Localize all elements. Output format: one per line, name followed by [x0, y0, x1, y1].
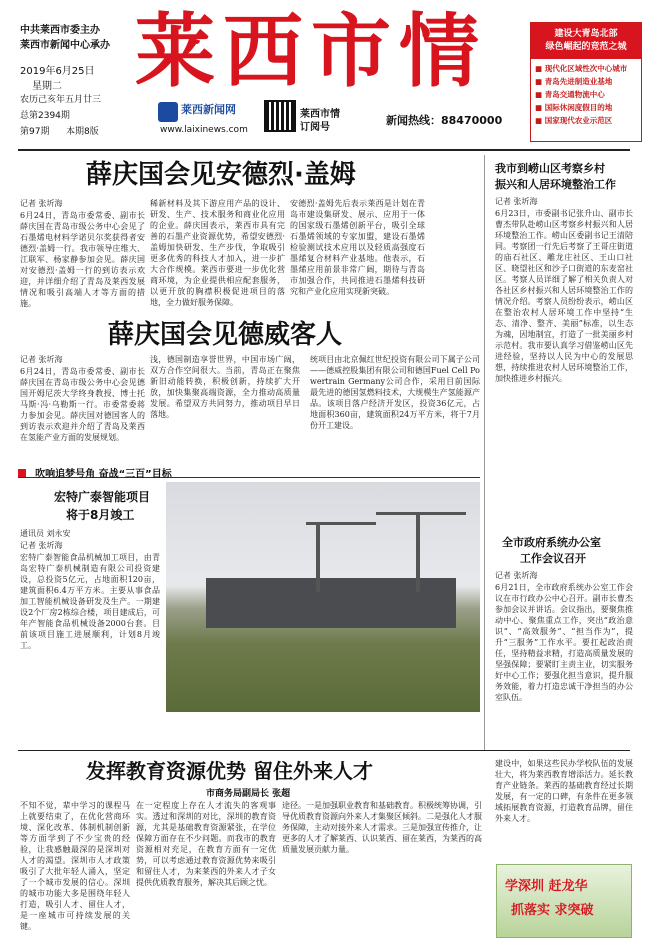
issue-date: 2019年6月25日	[20, 66, 95, 77]
right2-title-2: 工作会议召开	[520, 552, 586, 565]
slogan-bullet: ■ 青岛交通物流中心	[535, 90, 605, 99]
issue-weekday: 星期二	[32, 81, 62, 92]
construction-photo	[166, 482, 480, 712]
story2-col2: 浅，德国制造享誉世界，中国市场广阔，双方合作空间很大。当前，青岛正在聚焦新旧动能转换，积极创新，持续扩大开放，加快集聚高端资源，全力推动高质量发展。希望双方共同努力，推动项目早日落地。	[150, 355, 300, 419]
site-name: 莱西新闻网	[181, 103, 236, 116]
story2-col1: 6月24日，青岛市委常委、副市长薛庆国在青岛市级公务中心会见德国开姆尼茨大学终身教授、博士托马斯·冯·乌勒斯一行。市委常委蒋力参加会见。薛庆国对德国客人的到访表示欢迎并介绍了青岛及莱西在氢能产业方面的发展规划。	[20, 367, 145, 442]
right2-title-1: 全市政府系统办公室	[502, 536, 601, 549]
masthead	[0, 0, 648, 150]
right-column-divider	[484, 155, 485, 750]
story2-col3: 统项目由北京佩红世纪投资有限公司下属子公司——德威控股集团有限公司和德国Fuel Cell Powertrain Germany公司合作，采用目前国际最先进的德国氢燃料技术，大规模生产氢能源产品。该项目落户经济开发区，投资36亿元，占地面积360亩，建筑面积24万平方米，将于7月份开工建设。	[310, 355, 480, 430]
slogan-line-1: 建设大青岛北部	[554, 29, 618, 39]
story1-byline: 记者 张圻海	[20, 199, 63, 208]
issue-pages: 本期8版	[66, 127, 99, 137]
section-bar	[18, 462, 480, 478]
story1-col2: 稀新材料及其下游应用产品的设计、研发、生产、技术服务和商业化应用的企业。薛庆国表示，莱西市具有完善的石墨产业资源优势，希望安德烈·盖姆加快研发、生产步伐，争取吸引更多优秀的科技人才加入，进一步扩大合作规模。莱西市要进一步优化营商环境，为企业提供相应配套服务，以更开放的胸襟积极促进项目的落地，全力做好服务保障。	[150, 199, 285, 307]
right1-body: 6月23日，市委副书记张升山、副市长曹杰带队赴崂山区考察乡村振兴和人居环境整治工作。崂山区委副书记王清陪同。考察团一行先后考察了王哥庄街道的庙石社区、雕龙庄社区、王山口社区、晓望社区和沙子口街道的东麦窑社区。考察人员详细了解了相关负责人对各社区乡村振兴和人居环境整治工作的情况介绍。考察人员纷纷表示，崂山区在整治农村人居环境工作中坚持“生态、清净、整齐、美丽”标准，以生态为魂，因地制宜，打造了一批美丽乡村示范村。我市要认真学习借鉴崂山区先进经验，坚持以人民为中心的发展思想，持续推进农村人居环境整治工作，加快推进乡村振兴。	[495, 209, 633, 383]
story2-byline: 记者 张圻海	[20, 355, 63, 364]
qr-label-2: 订阅号	[300, 122, 330, 133]
story4-col4: 建设中，如果这些民办学校队伍的发展壮大，将为莱西教育增添活力。延长教育产业链条。莱西的基础教育经过长期发展，有一定的口碑，有条件在更多领域拓展教育资源，打造教育品牌，留住外来人才。	[495, 759, 633, 823]
sponsor-2: 莱西市新闻中心承办	[20, 40, 110, 51]
issue-total: 总第2394期	[20, 111, 70, 121]
story4-col1: 不知不觉，辈中学习的课程马上就要结束了，在优化营商环境、深化改革、体制机制创新等方面学到了不少宝贵的经验，让我感触最深的是深圳对人才的渴望。深圳市人才政策吸引了大批年轻人涌入，坚定了一个城市发展的信心。深圳的城市功能大多是围绕年轻人打造，吸引人才、留住人才，是一座城市可持续发展的关键。	[20, 801, 130, 931]
site-logo-icon	[158, 102, 178, 122]
story1-col3: 安德烈·盖姆先后表示莱西是计划在青岛市建设集研发、展示、应用于一体的国家级石墨烯创新平台，吸引全球石墨烯领域的专家加盟，建设石墨烯检验测试技术应用以及轻质高强度石墨烯复合材料产业基地。他表示，石墨烯应用前景非常广阔，期待与青岛市加强合作，共同推进石墨烯科技研究和产业化应用实现新突破。	[290, 199, 425, 296]
story4-author: 市商务局副局长 张超	[206, 789, 291, 799]
section-marker-icon	[18, 469, 26, 477]
right2-byline: 记者 张圻海	[495, 571, 538, 580]
news-hotline: 新闻热线：88470000	[386, 114, 503, 127]
slogan-line-2: 绿色崛起的竞范之城	[545, 42, 627, 52]
section-label: 吹响追梦号角 奋战“三百”目标	[35, 469, 172, 480]
story2-title: 薛庆国会见德威客人	[108, 320, 343, 350]
right1-byline: 记者 张圻海	[495, 197, 538, 206]
story4-col3: 途径。一是加强职业教育和基础教育。积极统筹协调，引导优质教育资源向外来人才集聚区倾斜。二是强化人才服务保障，主动对接外来人才需求。三是加强宣传推介，让更多的人才了解莱西、认识莱西、留在莱西，为莱西的高质量发展贡献力量。	[282, 801, 482, 854]
slogan-ad	[496, 864, 632, 938]
newspaper-title: 莱西市情	[135, 4, 487, 98]
crane-arm	[376, 512, 466, 515]
slogan-bullet: ■ 国际休闲度假目的地	[535, 103, 613, 112]
right1-title-1: 我市到崂山区考察乡村	[495, 162, 605, 175]
story1-col1: 6月24日，青岛市委常委、副市长薛庆国在青岛市级公务中心会见了石墨烯电材料学诺贝尔奖获得者安德烈·盖姆一行。我市领导庄维大、江联军、杨家静参加会见。薛庆国对安德烈·盖姆一行的到访表示欢迎，并详细介绍了青岛及莱西发展情况和吸引高端人才等方面的措施。	[20, 211, 145, 308]
story3-byline-1: 通讯员 刘永安	[20, 529, 71, 538]
lower-divider	[18, 750, 630, 751]
right1-title-2: 振兴和人居环境整治工作	[495, 178, 616, 191]
story3-body: 宏特广泰智能食品机械加工项目，由青岛宏特广泰机械制造有限公司投资建设，总投资5亿元，占地面积120亩，建筑面积6.4万平方米。主要从事食品加工智能机械设备研发及生产。一期建设2个厂房2栋综合楼，项目建成后，可年产智能食品机械设备2000台套。目前该项目施工进展顺利，计划8月竣工。	[20, 553, 160, 650]
slogan-bullet: ■ 青岛先进制造业基地	[535, 77, 613, 86]
crane-silhouette	[316, 522, 320, 592]
slogan-banner	[531, 23, 641, 59]
ad-line-1: 学深圳 赶龙华	[505, 879, 588, 894]
site-url: www.laixinews.com	[160, 125, 248, 135]
story3-title-1: 宏特广泰智能项目	[54, 490, 151, 504]
story1-title: 薛庆国会见安德烈·盖姆	[86, 160, 356, 190]
qr-label-1: 莱西市情	[300, 109, 340, 120]
story3-byline-2: 记者 张圻海	[20, 541, 63, 550]
ad-line-2: 抓落实 求突破	[511, 903, 594, 918]
story4-col2: 在一定程度上存在人才流失的客观事实。透过和深圳的对比，深圳的教育资源，尤其是基础教育资源紧张，在学位保障方面存在不少问题。而我市的教育资源相对充足，在教育方面有一定优势，可以考虑通过教育资源优势来吸引和留住人才，为来莱西的外来人才子女提供优质教育服务，解决其后顾之忧。	[136, 801, 276, 887]
crane-silhouette	[416, 512, 420, 592]
story3-title-2: 将于8月竣工	[66, 508, 135, 522]
qr-code-icon	[264, 100, 296, 132]
masthead-divider	[18, 149, 630, 151]
slogan-bullets	[531, 59, 641, 130]
issue-number: 第97期	[20, 127, 50, 137]
lunar-date: 农历己亥年五月廿三	[20, 95, 102, 105]
sponsor-1: 中共莱西市委主办	[20, 25, 100, 36]
right2-body: 6月21日，全市政府系统办公室工作会议在市行政办公中心召开。副市长曹杰参加会议并讲话。会议指出，要聚焦推动中心、聚焦重点工作，突出“政治意识”、“高效服务”、“担当作为”，提升“三服务”工作水平。要扛起政治责任，坚持精益求精，打造高质量发展的坚强保障；要紧盯主责主业，切实服务好中心工作；要强化担当意识，提升服务效能，着力打造忠诚干净担当的办公室队伍。	[495, 583, 633, 702]
slogan-bullet: ■ 国家现代农业示范区	[535, 116, 613, 125]
slogan-bullet: ■ 现代化区域性次中心城市	[535, 64, 628, 73]
crane-arm	[306, 522, 376, 525]
story4-title: 发挥教育资源优势 留住外来人才	[86, 759, 373, 783]
slogan-box	[530, 22, 642, 142]
